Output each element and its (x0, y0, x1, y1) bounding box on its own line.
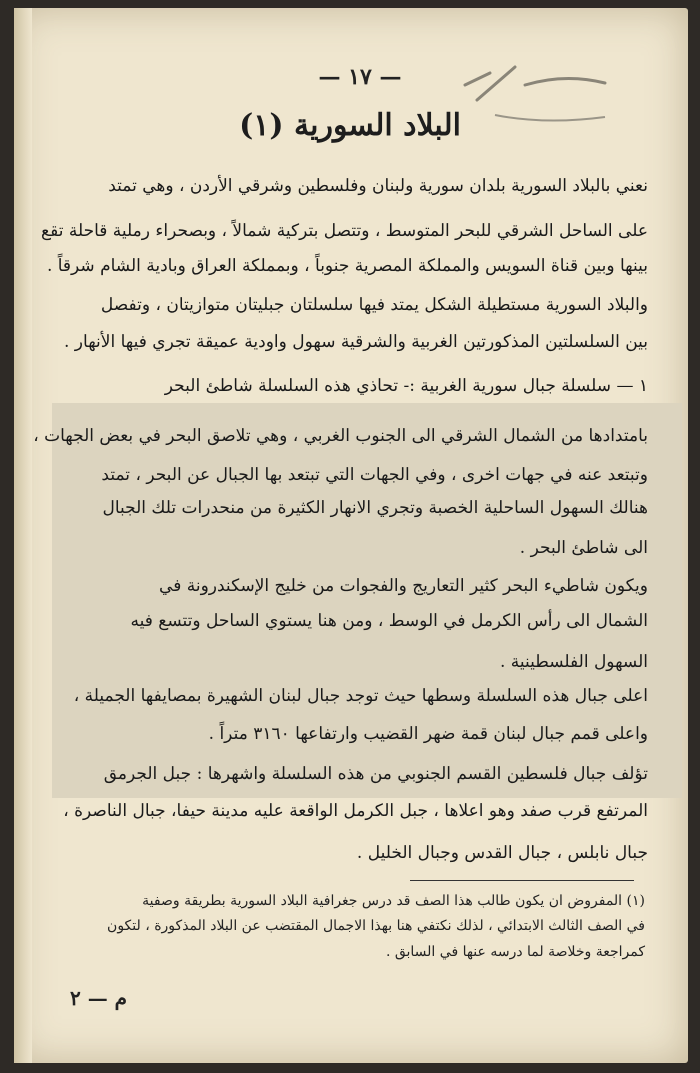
text-line: بينها وبين قناة السويس والمملكة المصرية جنوباً ، وبمملكة العراق وبادية الشام شرقاً . (46, 256, 648, 276)
text-line: هنالك السهول الساحلية الخصبة وتجري الانهار الكثيرة من منحدرات تلك الجبال (102, 498, 648, 518)
footnote-line: كمراجعة وخلاصة لما درسه عنها في السابق . (385, 944, 645, 960)
page-title: البلاد السورية (١) (239, 108, 461, 143)
text-line: بين السلسلتين المذكورتين الغربية والشرقية سهول واودية عميقة تجري فيها الأنهار . (64, 332, 648, 352)
text-line: تؤلف جبال فلسطين القسم الجنوبي من هذه السلسلة واشهرها : جبل الجرمق (103, 764, 648, 784)
page-number: — ١٧ — (318, 64, 402, 90)
text-line: نعني بالبلاد السورية بلدان سورية ولبنان وفلسطين وشرقي الأردن ، وهي تمتد (108, 176, 648, 196)
text-line: ويكون شاطيء البحر كثير التعاريج والفجوات من خليج الإسكندرونة في (159, 576, 648, 596)
text-line: الشمال الى رأس الكرمل في الوسط ، ومن هنا يستوي الساحل وتتسع فيه (130, 611, 648, 631)
text-line: الى شاطئ البحر . (519, 538, 648, 558)
text-line: جبال نابلس ، جبال القدس وجبال الخليل . (356, 843, 648, 863)
footnote-line: (١) المفروض ان يكون طالب هذا الصف قد درس جغرافية البلاد السورية بطريقة وصفية (142, 893, 645, 909)
text-line: المرتفع قرب صفد وهو اعلاها ، جبل الكرمل الواقعة عليه مدينة حيفا، جبال الناصرة ، (63, 801, 648, 821)
text-line: اعلى جبال هذه السلسلة وسطها حيث توجد جبال لبنان الشهيرة بمصايفها الجميلة ، (73, 686, 648, 706)
text-line: وتبتعد عنه في جهات اخرى ، وفي الجهات التي تبتعد بها الجبال عن البحر ، تمتد (101, 465, 648, 485)
section-heading: ١ — سلسلة جبال سورية الغربية :- تحاذي هذه السلسلة شاطئ البحر (164, 376, 648, 396)
page-binding (14, 8, 32, 1063)
signature-mark: م — ٢ (70, 986, 128, 1010)
text-line: واعلى قمم جبال لبنان قمة ضهر القضيب وارتفاعها ٣١٦٠ متراً . (208, 724, 648, 744)
text-line: والبلاد السورية مستطيلة الشكل يمتد فيها سلسلتان جبليتان متوازيتان ، وتفصل (100, 295, 648, 315)
text-line: بامتدادها من الشمال الشرقي الى الجنوب الغربي ، وهي تلاصق البحر في بعض الجهات ، (33, 426, 648, 446)
text-line: السهول الفلسطينية . (500, 652, 648, 672)
footnote-rule (410, 880, 634, 881)
text-line: على الساحل الشرقي للبحر المتوسط ، وتتصل بتركية شمالاً ، وبصحراء رملية قاحلة تقع (41, 221, 648, 241)
footnote-line: في الصف الثالث الابتدائي ، لذلك نكتفي هنا بهذا الاجمال المقتضب عن البلاد المذكورة ، لتكون (107, 918, 645, 934)
